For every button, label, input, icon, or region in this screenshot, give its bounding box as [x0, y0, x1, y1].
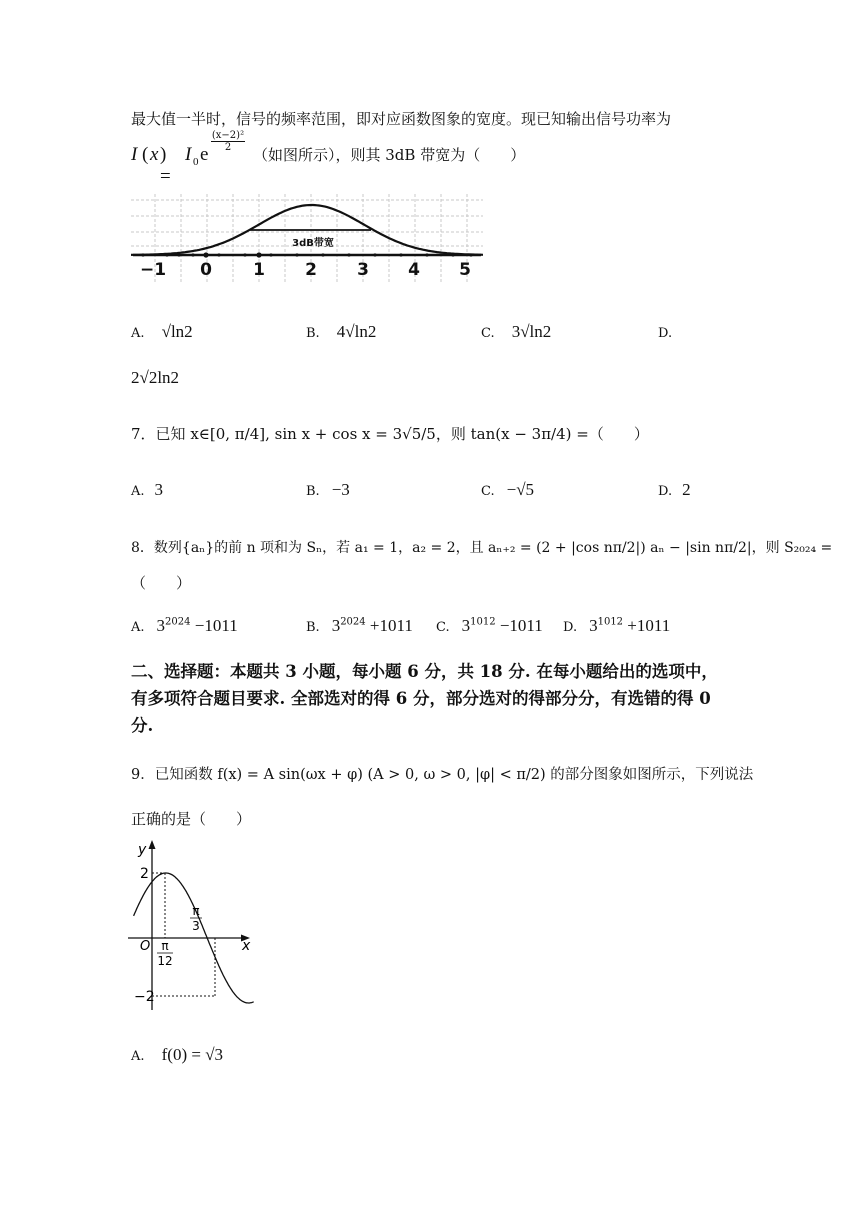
- tick-label: 1: [253, 260, 265, 280]
- q6-option-c[interactable]: C. 3√ln2: [481, 322, 552, 341]
- q6-option-d[interactable]: D.: [658, 326, 673, 341]
- pi3-num: π: [192, 904, 200, 918]
- q6-stem-tail: （如图所示），则其 3dB 带宽为（ ）: [253, 146, 526, 164]
- formula-exponent: [211, 130, 245, 153]
- q8-paren: （ ）: [131, 574, 192, 592]
- tick-label: −1: [139, 260, 167, 280]
- y-label: y: [138, 842, 147, 858]
- tick-label: 0: [200, 260, 212, 280]
- q6-option-b[interactable]: B. 4√ln2: [306, 322, 377, 341]
- q7-stem: 7．已知 x∈[0, π/4], sin x + cos x = 3√5/5，则 tan(x − 3π/4) =（ ）: [131, 425, 649, 443]
- tick-label: 2: [305, 260, 317, 280]
- formula-e: e: [200, 144, 209, 165]
- pi12-num: π: [161, 939, 169, 953]
- q8-option-c[interactable]: C. $3^{1012} -1011$: [436, 616, 543, 635]
- q7-option-a[interactable]: A. 3: [131, 480, 164, 499]
- bandwidth-label: 3dB带宽: [292, 238, 334, 249]
- q7-option-d[interactable]: D. 2: [658, 480, 691, 499]
- q7-option-b[interactable]: B. −3: [306, 480, 350, 499]
- intro-text: 最大值一半时，信号的频率范围，即对应函数图象的宽度。现已知输出信号功率为: [131, 110, 672, 128]
- gaussian-figure: [131, 190, 483, 286]
- min-label: −2: [134, 989, 155, 1005]
- max-label: 2: [140, 866, 149, 882]
- q6-option-d-text: 2√2ln2: [131, 368, 180, 387]
- x-label: x: [242, 938, 251, 954]
- exponent-numerator: (x−2)²: [211, 130, 245, 141]
- q9-stem-2: 正确的是（ ）: [131, 810, 252, 828]
- q9-stem: 9．已知函数 f(x) = A sin(ωx + φ) (A > 0, ω > 0, |φ| < π/2) 的部分图象如图所示，下列说法: [131, 767, 754, 783]
- tick-label: 4: [408, 260, 420, 280]
- y-axis-arrow: [149, 840, 156, 849]
- q8-option-b[interactable]: B. $3^{2024} +1011$: [306, 616, 413, 635]
- pi12-den: 12: [157, 954, 173, 968]
- q8-option-d[interactable]: D. $3^{1012} +1011$: [563, 616, 671, 635]
- pi3-den: 3: [192, 919, 200, 933]
- q9-option-a[interactable]: A. f(0) = √3: [131, 1045, 224, 1064]
- q8-option-a[interactable]: A. $3^{2024} -1011$: [131, 616, 238, 635]
- q8-stem: 8．数列{aₙ}的前 n 项和为 Sₙ，若 a₁ = 1，a₂ = 2，且 aₙ₊₂ = (2 + |cos nπ/2|) aₙ − |sin nπ/2|，则 S₂₀₂₄ =: [131, 540, 833, 556]
- exponent-denominator: 2: [224, 142, 232, 153]
- tick-label: 3: [357, 260, 369, 280]
- formula-subscript: 0: [193, 156, 199, 168]
- sine-figure: [128, 838, 258, 1014]
- q6-option-a[interactable]: A. √ln2: [131, 322, 193, 341]
- q7-option-c[interactable]: C. −√5: [481, 480, 535, 499]
- tick-label: 5: [459, 260, 471, 280]
- section2-heading: 二、选择题：本题共 3 小题，每小题 6 分，共 18 分. 在每小题给出的选项中， 有多项符合题目要求. 全部选对的得 6 分，部分选对的得部分分，有选错的得 0 分.: [131, 662, 718, 735]
- origin-label: O: [140, 939, 151, 954]
